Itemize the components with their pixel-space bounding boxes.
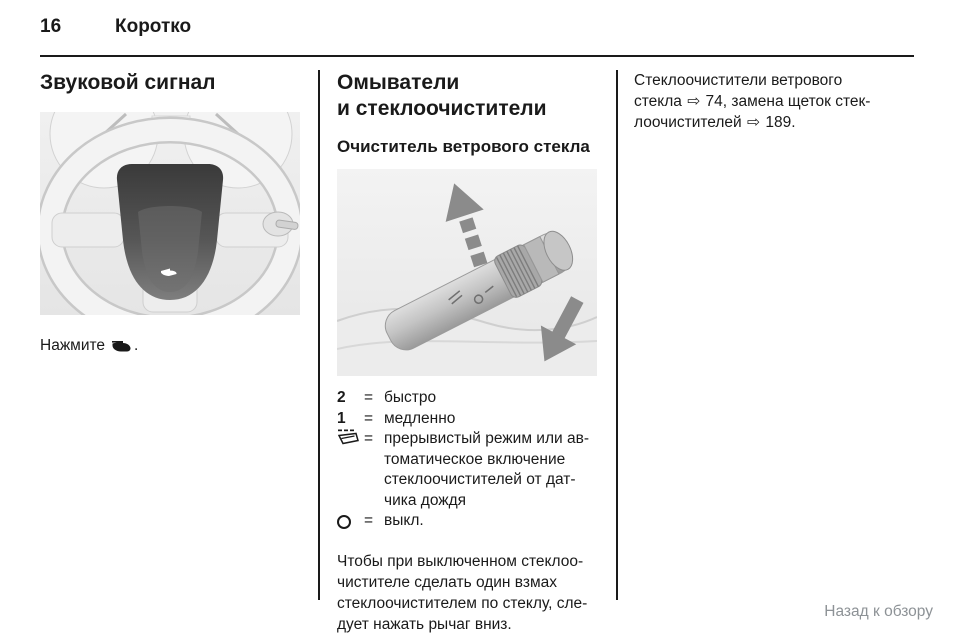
legend-text-slow: медленно: [384, 409, 456, 427]
horn-icon: [111, 340, 132, 353]
header-rule: [40, 55, 914, 57]
subheading-windscreen-wiper: Очиститель ветрового стекла: [337, 137, 590, 156]
back-to-overview-link[interactable]: Назад к обзору: [824, 603, 933, 620]
section-heading-wipers: [337, 70, 599, 122]
column-divider-left: [318, 70, 320, 600]
single-wipe-paragraph: Чтобы при выключенном стеклоо- чистителе сделать один взмах стеклоочистителем по стеклу, сле- дует нажать рычаг вниз.: [337, 552, 588, 633]
cross-reference-paragraph: [634, 70, 914, 133]
ref-line-1: Стеклоочистители ветрового: [634, 72, 843, 89]
legend-text-intermittent: прерывистый режим или ав- томатическое включение стеклоочистителей от дат- чика дождя: [384, 430, 589, 509]
legend-symbol-2: 2: [337, 389, 346, 406]
heading-line-1: Омыватели: [337, 71, 460, 94]
ref-line-3: лоочистителей ⇨ 189.: [634, 113, 796, 131]
legend-symbol-1: 1: [337, 409, 346, 427]
legend-row-slow: 1 = медленно: [337, 409, 599, 430]
legend-text-off: выкл.: [384, 512, 424, 529]
column-references: [634, 70, 914, 133]
horn-caption-period: .: [134, 337, 139, 354]
horn-caption-text: Нажмите: [40, 337, 106, 354]
ref-line-2: стекла ⇨ 74, замена щеток стек-: [634, 92, 871, 110]
reference-arrow-icon: ⇨: [687, 92, 701, 110]
reference-arrow-icon: ⇨: [747, 113, 761, 131]
legend-row-intermittent: = прерывистый режим или ав- томатическое включение стеклоочистителей от дат- чика дождя: [337, 429, 599, 511]
chapter-title: Коротко: [115, 16, 192, 37]
legend-row-fast: 2 = быстро: [337, 388, 599, 409]
heading-line-2: и стеклоочистители: [337, 97, 547, 120]
horn-caption: [40, 335, 300, 356]
page-number: 16: [40, 16, 62, 37]
column-horn: [40, 70, 300, 356]
legend-row-off: = выкл.: [337, 511, 599, 536]
column-divider-right: [616, 70, 618, 600]
section-heading-horn: Звуковой сигнал: [40, 71, 216, 94]
legend-text-fast: быстро: [384, 389, 437, 406]
wiper-intermittent-icon: [337, 429, 364, 452]
wiper-legend: [337, 388, 599, 536]
steering-wheel-illustration: [40, 112, 300, 315]
column-wipers: [337, 70, 599, 635]
wiper-off-circle-icon: [337, 511, 364, 536]
wiper-stalk-illustration: [337, 169, 597, 376]
